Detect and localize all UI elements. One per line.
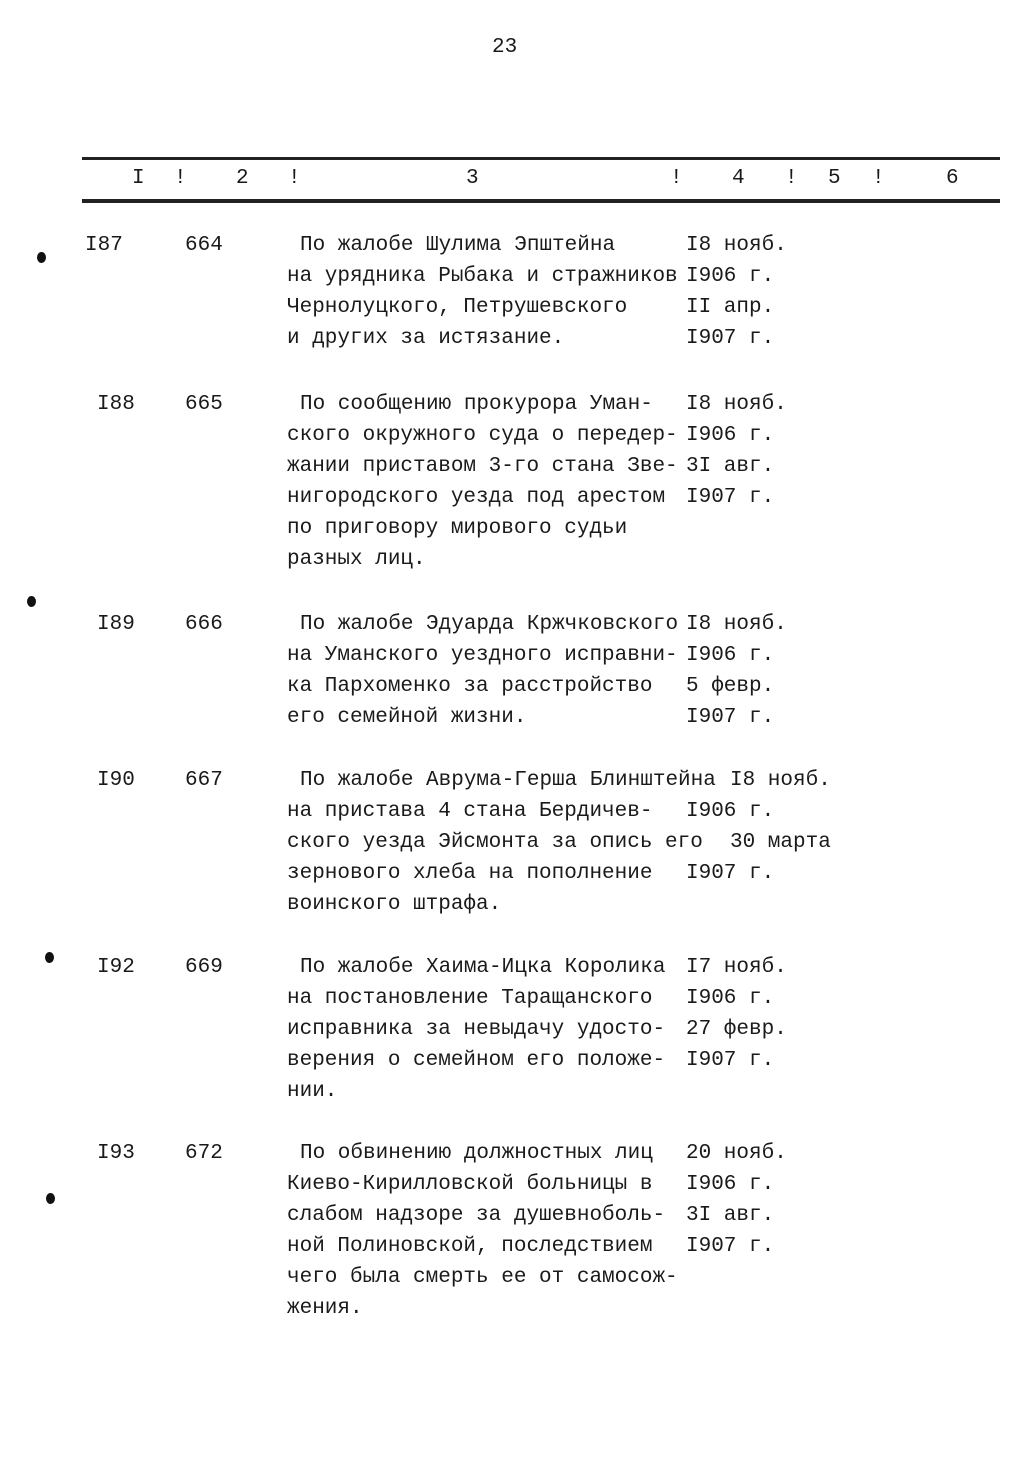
description-line: на урядника Рыбака и стражников — [287, 265, 678, 288]
case-number: 666 — [185, 613, 223, 636]
entry-number: I89 — [97, 613, 135, 636]
description-line: верения о семейном его положе- — [287, 1049, 666, 1072]
description-line: и других за истязание. — [287, 327, 565, 350]
description-line: на постановление Таращанского — [287, 987, 653, 1010]
description-line: Чернолуцкого, Петрушевского — [287, 296, 628, 319]
date-value: I907 г. — [686, 706, 775, 729]
description-line: ского уезда Эйсмонта за опись его — [287, 831, 703, 854]
description-line: на Уманского уездного исправни- — [287, 644, 678, 667]
entry-number: I93 — [97, 1142, 135, 1165]
description-line: ского окружного суда о передер- — [287, 424, 678, 447]
entry-number: I90 — [97, 769, 135, 792]
column-header-2: 2 — [236, 167, 249, 190]
case-number: 667 — [185, 769, 223, 792]
description-line: По жалобе Шулима Эпштейна — [300, 234, 616, 257]
date-value: 5 февр. — [686, 675, 775, 698]
column-separator: ! — [785, 167, 798, 190]
column-header-4: 4 — [732, 167, 745, 190]
case-number: 672 — [185, 1142, 223, 1165]
description-line: По жалобе Эдуарда Кржчковского — [300, 613, 679, 636]
case-number: 665 — [185, 393, 223, 416]
description-line: жании приставом 3-го стана Зве- — [287, 455, 678, 478]
description-line: По жалобе Аврума-Герша Блинштейна — [300, 769, 716, 792]
description-line: по приговору мирового судьи — [287, 517, 628, 540]
description-line: ной Полиновской, последствием — [287, 1235, 653, 1258]
date-value: I906 г. — [686, 800, 775, 823]
description-line: исправника за невыдачу удосто- — [287, 1018, 666, 1041]
entry-number: I87 — [85, 234, 123, 257]
column-separator: ! — [288, 167, 301, 190]
column-header-3: 3 — [466, 167, 479, 190]
column-header-1: I — [132, 167, 145, 190]
punch-hole-mark — [45, 952, 54, 963]
date-value: I907 г. — [686, 862, 775, 885]
description-line: ка Пархоменко за расстройство — [287, 675, 653, 698]
date-value: I906 г. — [686, 644, 775, 667]
punch-hole-mark — [27, 596, 36, 607]
date-value: 3I авг. — [686, 455, 775, 478]
case-number: 669 — [185, 956, 223, 979]
date-value: II апр. — [686, 296, 775, 319]
column-separator: ! — [174, 167, 187, 190]
date-value: 20 нояб. — [686, 1142, 787, 1165]
case-number: 664 — [185, 234, 223, 257]
page-number: 23 — [492, 36, 518, 59]
date-value: I907 г. — [686, 1049, 775, 1072]
description-line: воинского штрафа. — [287, 893, 502, 916]
column-header-6: 6 — [946, 167, 959, 190]
column-separator: ! — [670, 167, 683, 190]
description-line: слабом надзоре за душевноболь- — [287, 1204, 666, 1227]
description-line: нигородского уезда под арестом — [287, 486, 666, 509]
column-separator: ! — [872, 167, 885, 190]
header-top-rule — [82, 157, 1000, 160]
description-line: его семейной жизни. — [287, 706, 527, 729]
date-value: I907 г. — [686, 327, 775, 350]
punch-hole-mark — [37, 252, 46, 263]
date-value: 27 февр. — [686, 1018, 787, 1041]
date-value: I8 нояб. — [686, 234, 787, 257]
description-line: По сообщению прокурора Уман- — [300, 393, 653, 416]
description-line: По обвинению должностных лиц — [300, 1142, 653, 1165]
date-value: I8 нояб. — [730, 769, 831, 792]
date-value: I907 г. — [686, 486, 775, 509]
date-value: I906 г. — [686, 265, 775, 288]
date-value: 3I авг. — [686, 1204, 775, 1227]
date-value: 30 марта — [730, 831, 831, 854]
description-line: разных лиц. — [287, 548, 426, 571]
description-line: жения. — [287, 1297, 363, 1320]
description-line: чего была смерть ее от самосож- — [287, 1266, 678, 1289]
date-value: I906 г. — [686, 424, 775, 447]
description-line: По жалобе Хаима-Ицка Королика — [300, 956, 666, 979]
description-line: Киево-Кирилловской больницы в — [287, 1173, 653, 1196]
description-line: нии. — [287, 1080, 338, 1103]
punch-hole-mark — [46, 1193, 55, 1204]
entry-number: I88 — [97, 393, 135, 416]
entry-number: I92 — [97, 956, 135, 979]
column-header-5: 5 — [828, 167, 841, 190]
description-line: на пристава 4 стана Бердичев- — [287, 800, 653, 823]
description-line: зернового хлеба на пополнение — [287, 862, 653, 885]
date-value: I907 г. — [686, 1235, 775, 1258]
date-value: I8 нояб. — [686, 393, 787, 416]
date-value: I8 нояб. — [686, 613, 787, 636]
date-value: I906 г. — [686, 1173, 775, 1196]
header-bottom-rule — [82, 199, 1000, 203]
date-value: I906 г. — [686, 987, 775, 1010]
date-value: I7 нояб. — [686, 956, 787, 979]
